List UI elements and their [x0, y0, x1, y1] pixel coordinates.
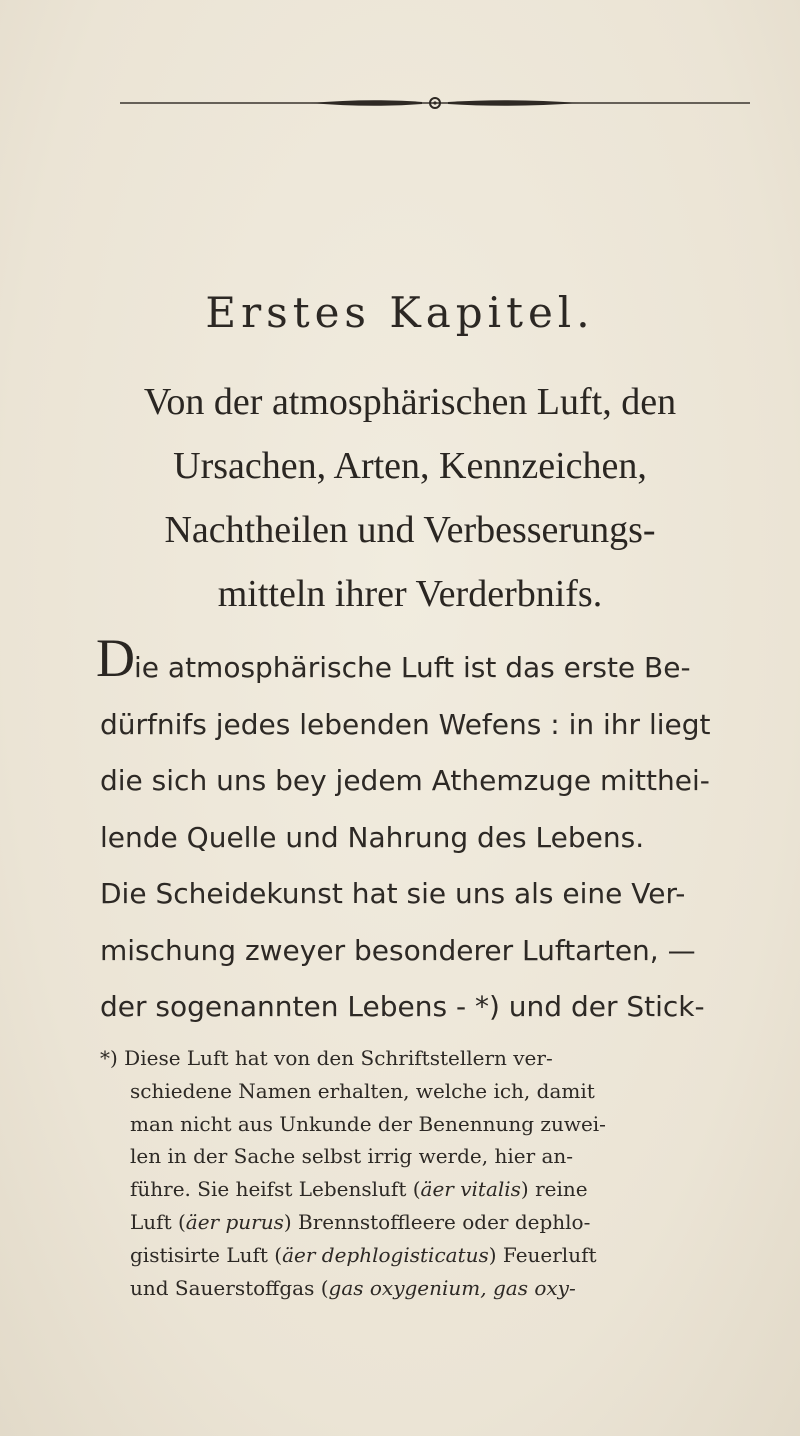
drop-cap: D: [96, 628, 135, 688]
footnote-line: len in der Sache selbst irrig werde, hier an-: [130, 1144, 574, 1169]
footnote-text: führe. Sie heifst Lebensluft (: [130, 1177, 421, 1202]
footnote-marker: *): [100, 1046, 118, 1070]
body-line: die sich uns bey jedem Athemzuge mitthei-: [100, 764, 710, 797]
footnote-line: Diese Luft hat von den Schriftstellern ver-: [124, 1046, 553, 1070]
footnote-line: schiedene Namen erhalten, welche ich, damit: [130, 1078, 595, 1103]
ornamental-rule: [120, 96, 750, 110]
body-line: der sogenannten Lebens - *) und der Stick-: [100, 990, 705, 1023]
body-paragraph: [100, 640, 760, 1036]
chapter-heading: Erstes Kapitel.: [205, 288, 595, 337]
chapter-title-line: Von der atmosphärischen Luft, den: [143, 381, 677, 423]
footnote-text: und Sauerstoffgas (: [130, 1275, 329, 1300]
footnote-latin-term: gas oxygenium, gas oxy-: [328, 1275, 576, 1300]
footnote-latin-term: äer purus: [185, 1209, 284, 1234]
body-line: dürfnifs jedes lebenden Wefens : in ihr liegt: [100, 707, 711, 741]
body-line: lende Quelle und Nahrung des Lebens.: [100, 820, 645, 854]
chapter-title: [60, 370, 760, 626]
chapter-title-line: mitteln ihrer Verderbnifs.: [217, 573, 603, 615]
footnote-text: Luft (: [130, 1209, 186, 1234]
footnote-line: man nicht aus Unkunde der Benennung zuwei-: [130, 1111, 606, 1136]
body-line: mischung zweyer besonderer Luftarten, —: [100, 933, 696, 967]
chapter-title-line: Nachtheilen und Verbesserungs-: [164, 509, 656, 551]
chapter-title-line: Ursachen, Arten, Kennzeichen,: [173, 445, 647, 487]
footnote-text: ) reine: [520, 1177, 588, 1202]
footnote-latin-term: äer vitalis: [420, 1177, 521, 1202]
footnote-text: ) Feuerluft: [488, 1242, 597, 1267]
footnote-latin-term: äer dephlogisticatus: [282, 1242, 489, 1267]
footnote-text: gistisirte Luft (: [130, 1242, 283, 1267]
footnote-text: ) Brennstoffleere oder dephlo-: [283, 1209, 591, 1234]
footnote: [100, 1042, 720, 1304]
body-line: ie atmosphärische Luft ist das erste Be-: [134, 651, 691, 684]
body-line: Die Scheidekunst hat sie uns als eine Ver-: [100, 877, 686, 910]
